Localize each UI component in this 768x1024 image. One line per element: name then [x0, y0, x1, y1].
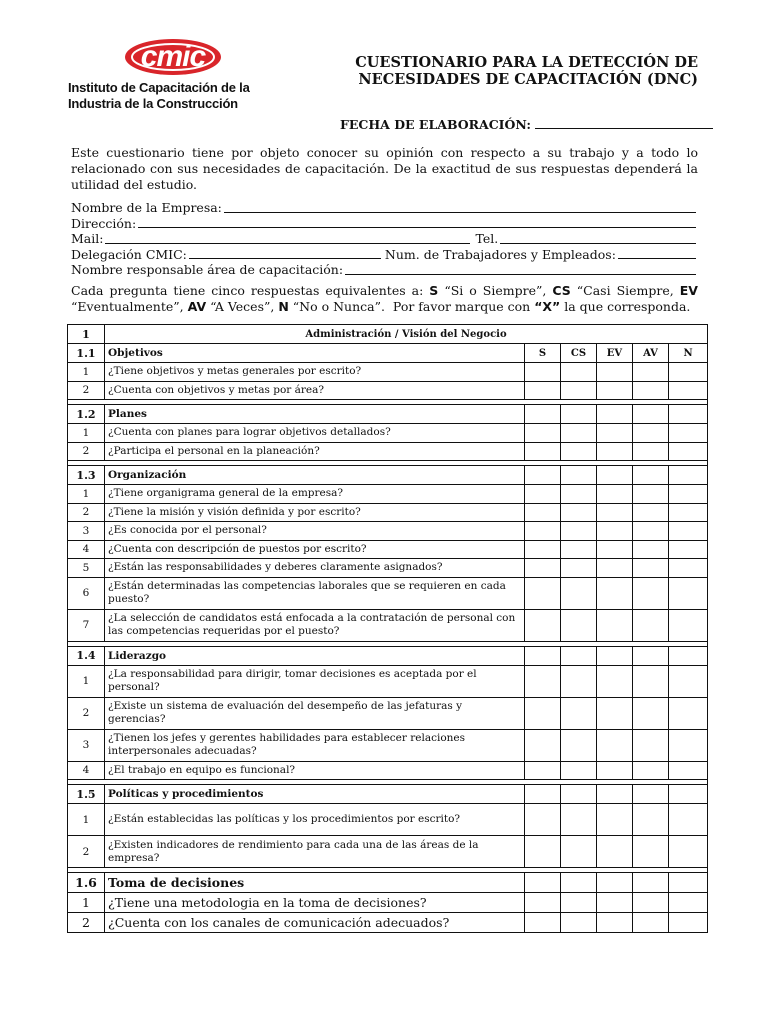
- question-number: 1: [68, 424, 105, 443]
- fecha-elaboracion: [340, 116, 713, 132]
- question-text: ¿Tienen los jefes y gerentes habilidades para establecer relaciones interpersonales adecuadas?: [105, 729, 525, 761]
- answer-cell-av[interactable]: [633, 485, 669, 504]
- answer-cell-ev[interactable]: [597, 609, 633, 641]
- answer-cell-ev[interactable]: [597, 665, 633, 697]
- question-text: ¿Cuenta con planes para lograr objetivos detallados?: [105, 424, 525, 443]
- group-header-row: [68, 646, 708, 665]
- header-blank-cell: [561, 873, 597, 893]
- field-delegacion-label: Delegación CMIC:: [71, 246, 187, 262]
- question-number: 1: [68, 665, 105, 697]
- answer-cell-av[interactable]: [633, 665, 669, 697]
- header-blank-cell: [561, 405, 597, 424]
- answer-header-av: AV: [633, 344, 669, 363]
- field-num-label: Num. de Trabajadores y Empleados:: [384, 246, 616, 262]
- question-text: ¿La selección de candidatos está enfocada a la contratación de personal con las competencias requeridas por el puesto?: [105, 609, 525, 641]
- answer-cell-ev[interactable]: [597, 804, 633, 836]
- question-number: 2: [68, 913, 105, 933]
- group-header-row: [68, 344, 708, 363]
- group-number: 1.6: [68, 873, 105, 893]
- field-empresa: [71, 200, 698, 216]
- answer-cell-ev[interactable]: [597, 559, 633, 578]
- answer-cell-ev[interactable]: [597, 697, 633, 729]
- question-number: 4: [68, 540, 105, 559]
- question-number: 2: [68, 836, 105, 868]
- answer-cell-n[interactable]: [669, 363, 708, 382]
- question-row: [68, 836, 708, 868]
- group-header-row: [68, 466, 708, 485]
- answer-cell-ev[interactable]: [597, 540, 633, 559]
- header-blank-cell: [597, 405, 633, 424]
- question-text: ¿Cuenta con descripción de puestos por escrito?: [105, 540, 525, 559]
- group-number: 1.1: [68, 344, 105, 363]
- answer-cell-cs[interactable]: [561, 729, 597, 761]
- answer-cell-s[interactable]: [525, 836, 561, 868]
- answer-cell-av[interactable]: [633, 442, 669, 461]
- field-responsable: [71, 262, 698, 278]
- answer-cell-av[interactable]: [633, 363, 669, 382]
- question-number: 7: [68, 609, 105, 641]
- question-text: ¿Cuenta con objetivos y metas por área?: [105, 381, 525, 400]
- legend-intro: Cada pregunta tiene cinco respuestas equivalentes a:: [71, 283, 424, 298]
- question-row: [68, 540, 708, 559]
- group-title: Organización: [105, 466, 525, 485]
- question-number: 5: [68, 559, 105, 578]
- question-text: ¿Tiene objetivos y metas generales por escrito?: [105, 363, 525, 382]
- answer-cell-cs[interactable]: [561, 559, 597, 578]
- legend-cs-text: “Casi Siempre,: [576, 283, 674, 298]
- header-blank-cell: [561, 646, 597, 665]
- question-number: 2: [68, 503, 105, 522]
- answer-cell-s[interactable]: [525, 761, 561, 780]
- header-blank-cell: [633, 466, 669, 485]
- answer-cell-ev[interactable]: [597, 729, 633, 761]
- field-tel-label: Tel.: [475, 231, 499, 246]
- answer-cell-n[interactable]: [669, 442, 708, 461]
- answer-cell-s[interactable]: [525, 559, 561, 578]
- answer-cell-av[interactable]: [633, 761, 669, 780]
- header-blank-cell: [669, 873, 708, 893]
- answer-cell-cs[interactable]: [561, 522, 597, 541]
- answer-cell-cs[interactable]: [561, 577, 597, 609]
- answer-header-ev: EV: [597, 344, 633, 363]
- answer-cell-cs[interactable]: [561, 424, 597, 443]
- question-text: ¿Cuenta con los canales de comunicación adecuados?: [105, 913, 525, 933]
- fecha-label: FECHA DE ELABORACIÓN:: [340, 117, 531, 132]
- answer-cell-s[interactable]: [525, 363, 561, 382]
- group-number: 1.4: [68, 646, 105, 665]
- legend-s-code: S: [429, 283, 439, 298]
- field-delegacion-line[interactable]: [189, 247, 381, 259]
- group-title: Liderazgo: [105, 646, 525, 665]
- answer-cell-s[interactable]: [525, 424, 561, 443]
- question-number: 1: [68, 363, 105, 382]
- field-mail-label: Mail:: [71, 231, 104, 246]
- header-blank-cell: [597, 785, 633, 804]
- question-number: 3: [68, 729, 105, 761]
- answer-cell-s[interactable]: [525, 381, 561, 400]
- field-direccion-label: Dirección:: [71, 215, 137, 231]
- answer-cell-cs[interactable]: [561, 540, 597, 559]
- question-text: ¿Están las responsabilidades y deberes claramente asignados?: [105, 559, 525, 578]
- answer-cell-av[interactable]: [633, 503, 669, 522]
- answer-cell-ev[interactable]: [597, 424, 633, 443]
- question-row: [68, 442, 708, 461]
- question-number: 2: [68, 381, 105, 400]
- answer-cell-s[interactable]: [525, 522, 561, 541]
- answer-cell-av[interactable]: [633, 697, 669, 729]
- answer-cell-av[interactable]: [633, 893, 669, 913]
- answer-cell-av[interactable]: [633, 424, 669, 443]
- answer-header-n: N: [669, 344, 708, 363]
- group-number: 1.3: [68, 466, 105, 485]
- group-title: Políticas y procedimientos: [105, 785, 525, 804]
- question-number: 3: [68, 522, 105, 541]
- question-number: 2: [68, 697, 105, 729]
- question-row: [68, 559, 708, 578]
- legend-instruction: Por favor marque con: [392, 299, 531, 314]
- question-number: 1: [68, 893, 105, 913]
- answer-cell-s[interactable]: [525, 577, 561, 609]
- question-number: 6: [68, 577, 105, 609]
- legend-instruction-end: la que corresponda.: [564, 299, 691, 314]
- header-blank-cell: [525, 466, 561, 485]
- group-header-row: [68, 785, 708, 804]
- answer-cell-n[interactable]: [669, 697, 708, 729]
- question-row: [68, 424, 708, 443]
- answer-cell-av[interactable]: [633, 540, 669, 559]
- question-row: [68, 697, 708, 729]
- answer-cell-n[interactable]: [669, 893, 708, 913]
- header-blank-cell: [633, 646, 669, 665]
- intro-paragraph: Este cuestionario tiene por objeto conocer su opinión con respecto a su trabajo y a todo lo relacionado con sus necesidades de capacitación. De la exactitud de sus respuestas dependerá la utilidad del estudio.: [71, 145, 698, 192]
- question-row: [68, 609, 708, 641]
- answer-cell-av[interactable]: [633, 913, 669, 933]
- cmic-logo: [68, 38, 283, 113]
- answer-cell-s[interactable]: [525, 893, 561, 913]
- answer-cell-cs[interactable]: [561, 804, 597, 836]
- answer-cell-n[interactable]: [669, 424, 708, 443]
- answer-cell-ev[interactable]: [597, 363, 633, 382]
- header-blank-cell: [525, 873, 561, 893]
- answer-cell-ev[interactable]: [597, 442, 633, 461]
- answer-cell-n[interactable]: [669, 540, 708, 559]
- answer-cell-n[interactable]: [669, 609, 708, 641]
- answer-header-cs: CS: [561, 344, 597, 363]
- question-row: [68, 913, 708, 933]
- answer-cell-n[interactable]: [669, 485, 708, 504]
- answer-cell-av[interactable]: [633, 804, 669, 836]
- answer-cell-s[interactable]: [525, 609, 561, 641]
- answer-cell-cs[interactable]: [561, 761, 597, 780]
- section-title: Administración / Visión del Negocio: [105, 325, 708, 344]
- answer-cell-s[interactable]: [525, 697, 561, 729]
- question-text: ¿Es conocida por el personal?: [105, 522, 525, 541]
- answer-cell-av[interactable]: [633, 522, 669, 541]
- group-title: Objetivos: [105, 344, 525, 363]
- header-blank-cell: [597, 466, 633, 485]
- legend-s-text: “Si o Siempre”,: [444, 283, 547, 298]
- field-responsable-line[interactable]: [345, 263, 696, 275]
- header-blank-cell: [633, 785, 669, 804]
- field-delegacion-num: [71, 247, 698, 263]
- answer-cell-ev[interactable]: [597, 893, 633, 913]
- legend-av-code: AV: [187, 299, 207, 314]
- question-text: ¿Tiene organigrama general de la empresa?: [105, 485, 525, 504]
- header-blank-cell: [633, 873, 669, 893]
- answer-cell-cs[interactable]: [561, 697, 597, 729]
- answer-cell-n[interactable]: [669, 559, 708, 578]
- question-number: 1: [68, 485, 105, 504]
- group-title: Planes: [105, 405, 525, 424]
- document-title: [330, 54, 698, 88]
- logo-institute-line2: Industria de la Construcción: [68, 96, 238, 111]
- field-mail-tel: [71, 231, 698, 247]
- answer-cell-ev[interactable]: [597, 836, 633, 868]
- question-row: [68, 363, 708, 382]
- header-blank-cell: [669, 466, 708, 485]
- answer-cell-n[interactable]: [669, 729, 708, 761]
- legend-n-text: “No o Nunca”.: [292, 299, 385, 314]
- company-fields: [71, 200, 698, 278]
- field-empresa-label: Nombre de la Empresa:: [71, 200, 222, 215]
- legend-ev-text: “Eventualmente”,: [71, 299, 184, 314]
- legend-n-code: N: [278, 299, 289, 314]
- question-text: ¿Tiene una metodologia en la toma de decisiones?: [105, 893, 525, 913]
- answer-cell-av[interactable]: [633, 577, 669, 609]
- questionnaire-body: [68, 325, 708, 933]
- group-header-row: [68, 873, 708, 893]
- answer-cell-s[interactable]: [525, 540, 561, 559]
- question-text: ¿Participa el personal en la planeación?: [105, 442, 525, 461]
- answer-cell-s[interactable]: [525, 485, 561, 504]
- answer-cell-n[interactable]: [669, 577, 708, 609]
- field-direccion-line[interactable]: [138, 216, 696, 228]
- header-blank-cell: [561, 785, 597, 804]
- field-num-line[interactable]: [618, 247, 696, 259]
- answer-cell-s[interactable]: [525, 804, 561, 836]
- answer-cell-av[interactable]: [633, 381, 669, 400]
- group-number: 1.5: [68, 785, 105, 804]
- answer-cell-ev[interactable]: [597, 381, 633, 400]
- header-blank-cell: [561, 466, 597, 485]
- group-number: 1.2: [68, 405, 105, 424]
- answer-cell-cs[interactable]: [561, 363, 597, 382]
- answer-cell-n[interactable]: [669, 665, 708, 697]
- answer-cell-ev[interactable]: [597, 485, 633, 504]
- title-line1: CUESTIONARIO PARA LA DETECCIÓN DE: [355, 54, 698, 71]
- header-blank-cell: [597, 646, 633, 665]
- question-text: ¿Están establecidas las políticas y los procedimientos por escrito?: [105, 804, 525, 836]
- answer-cell-n[interactable]: [669, 381, 708, 400]
- legend-x-mark: “X”: [534, 299, 561, 314]
- question-text: ¿Están determinadas las competencias laborales que se requieren en cada puesto?: [105, 577, 525, 609]
- section-header-row: [68, 325, 708, 344]
- answer-cell-cs[interactable]: [561, 442, 597, 461]
- logo-institute-line1: Instituto de Capacitación de la: [68, 80, 250, 95]
- answer-cell-s[interactable]: [525, 729, 561, 761]
- answer-cell-av[interactable]: [633, 836, 669, 868]
- field-tel-line[interactable]: [500, 232, 696, 244]
- answer-cell-n[interactable]: [669, 836, 708, 868]
- answer-cell-n[interactable]: [669, 913, 708, 933]
- question-text: ¿El trabajo en equipo es funcional?: [105, 761, 525, 780]
- header-blank-cell: [669, 405, 708, 424]
- question-row: [68, 665, 708, 697]
- field-empresa-line[interactable]: [224, 201, 696, 213]
- question-row: [68, 485, 708, 504]
- header-blank-cell: [669, 785, 708, 804]
- questionnaire-table: [67, 324, 708, 933]
- fecha-blank-line[interactable]: [535, 116, 713, 129]
- answer-cell-ev[interactable]: [597, 577, 633, 609]
- answer-header-s: S: [525, 344, 561, 363]
- field-mail-line[interactable]: [105, 232, 470, 244]
- header-blank-cell: [669, 646, 708, 665]
- answer-cell-cs[interactable]: [561, 381, 597, 400]
- question-row: [68, 893, 708, 913]
- question-text: ¿Tiene la misión y visión definida y por escrito?: [105, 503, 525, 522]
- answer-cell-s[interactable]: [525, 442, 561, 461]
- answer-cell-ev[interactable]: [597, 761, 633, 780]
- legend-cs-code: CS: [552, 283, 571, 298]
- answer-cell-av[interactable]: [633, 729, 669, 761]
- answer-cell-cs[interactable]: [561, 503, 597, 522]
- question-row: [68, 522, 708, 541]
- question-row: [68, 503, 708, 522]
- answer-cell-n[interactable]: [669, 761, 708, 780]
- question-row: [68, 729, 708, 761]
- question-text: ¿Existen indicadores de rendimiento para cada una de las áreas de la empresa?: [105, 836, 525, 868]
- answer-cell-n[interactable]: [669, 804, 708, 836]
- question-row: [68, 804, 708, 836]
- answer-cell-cs[interactable]: [561, 665, 597, 697]
- header-blank-cell: [633, 405, 669, 424]
- legend-ev-code: EV: [679, 283, 698, 298]
- answer-cell-n[interactable]: [669, 522, 708, 541]
- answer-cell-av[interactable]: [633, 559, 669, 578]
- legend-av-text: “A Veces”,: [210, 299, 275, 314]
- answer-cell-cs[interactable]: [561, 836, 597, 868]
- group-title: Toma de decisiones: [105, 873, 525, 893]
- field-direccion: [71, 216, 698, 232]
- header-blank-cell: [525, 405, 561, 424]
- answer-cell-s[interactable]: [525, 665, 561, 697]
- answer-cell-s[interactable]: [525, 913, 561, 933]
- header-blank-cell: [597, 873, 633, 893]
- answer-cell-ev[interactable]: [597, 913, 633, 933]
- answer-legend: [71, 283, 698, 315]
- question-number: 1: [68, 804, 105, 836]
- answer-cell-cs[interactable]: [561, 609, 597, 641]
- section-number: 1: [68, 325, 105, 344]
- question-row: [68, 761, 708, 780]
- header-blank-cell: [525, 646, 561, 665]
- question-text: ¿La responsabilidad para dirigir, tomar decisiones es aceptada por el personal?: [105, 665, 525, 697]
- answer-cell-ev[interactable]: [597, 522, 633, 541]
- question-row: [68, 577, 708, 609]
- answer-cell-cs[interactable]: [561, 913, 597, 933]
- header-blank-cell: [525, 785, 561, 804]
- answer-cell-av[interactable]: [633, 609, 669, 641]
- field-responsable-label: Nombre responsable área de capacitación:: [71, 262, 344, 277]
- answer-cell-n[interactable]: [669, 503, 708, 522]
- question-number: 4: [68, 761, 105, 780]
- answer-cell-ev[interactable]: [597, 503, 633, 522]
- question-text: ¿Existe un sistema de evaluación del desempeño de las jefaturas y gerencias?: [105, 697, 525, 729]
- answer-cell-cs[interactable]: [561, 893, 597, 913]
- group-header-row: [68, 405, 708, 424]
- logo-brand-text: cmic: [140, 40, 206, 73]
- title-line2: NECESIDADES DE CAPACITACIÓN (DNC): [358, 71, 698, 88]
- question-number: 2: [68, 442, 105, 461]
- question-row: [68, 381, 708, 400]
- answer-cell-s[interactable]: [525, 503, 561, 522]
- answer-cell-cs[interactable]: [561, 485, 597, 504]
